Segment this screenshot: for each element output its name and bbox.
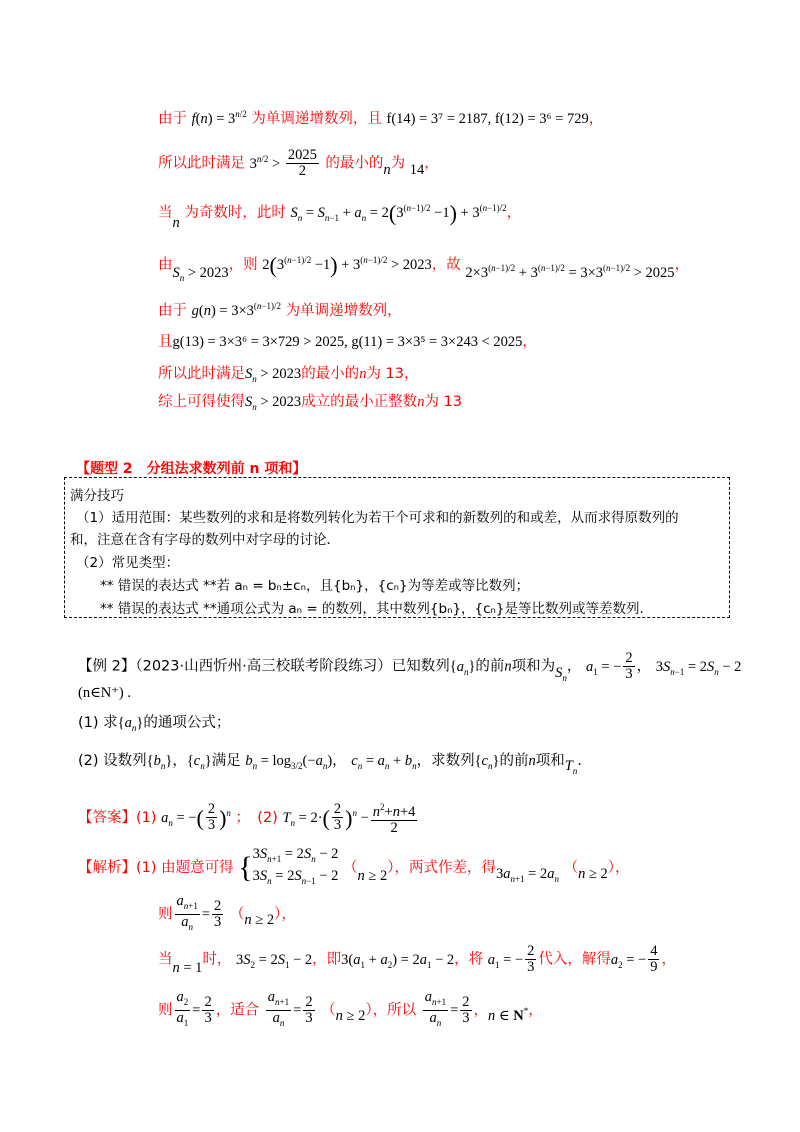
analysis-line-2: 则 $\frac{a_{n+1}}{a_n}$ = $\frac{2}{3}$ （n ≥ 2）， [158, 893, 296, 932]
tips-item-1a: （1）适用范围：某些数列的求和是将数列转化为若干个可求和的新数列的和或差，从而求得原数列的 [76, 510, 679, 526]
section-heading: 【题型 2 分组法求数列前 n 项和】 [76, 461, 307, 477]
example-cond: (n∈N⁺) . [78, 685, 132, 701]
tips-item-3: ** 错误的表达式 **若 aₙ = bₙ±cₙ，且{bₙ}，{cₙ}为等差或等比数列； [100, 578, 530, 594]
solution-line-8: 综上可得使得$S_n > 2023$成立的最小正整数n为 13 [158, 394, 462, 412]
solution-line-3: 当n 为奇数时，此时 $S_n = S_{n-1} + a_n = 2(3^{(n-1)/2} -1) + 3^{(n-1)/2}$， [158, 200, 522, 231]
question-1: (1) 求$\{a_n\}$的通项公式； [78, 715, 231, 733]
solution-line-6: 且g(13) = 3×3⁶ = 3×729 > 2025, g(11) = 3×3⁵ = 3×243 < 2025， [158, 334, 537, 350]
solution-line-7: 所以此时满足$S_n > 2023$的最小的n为 13， [158, 366, 419, 384]
tips-item-1b: 和，注意在含有字母的数列中对字母的讨论． [70, 532, 340, 548]
solution-line-4: 由$S_n > 2023$，则 $2(3^{(n-1)/2} -1) + 3^{(n-1)/2} > 2023$，故 $2\times 3^{(n-1)/2} + 3^{(n-1)/2} = 3\times 3^{(n-1)/2} > 2025$， [158, 252, 690, 283]
math-f-values: f(14) = 3⁷ = 2187, f(12) = 3⁶ = 729 [386, 110, 589, 127]
solution-line-1: 由于 $f(n) = 3^{n/2}$ 为单调递增数列，且 f(14) = 3⁷ = 2187, f(12) = 3⁶ = 729， [158, 109, 604, 127]
fraction-2025-2: $\frac{2025}{2}$ [287, 147, 317, 179]
analysis-line-1: 【解析】(1) 由题意可得 {$3S_{n+1} = 2S_n - 2$ $3S_n = 2S_{n-1} - 2$ （n ≥ 2），两式作差，得$3a_{n+1} = 2a_n$ （n ≥ 2）， [78, 846, 630, 886]
analysis-line-3: 当n = 1时， $3S_2 = 2S_1 - 2$，即$3(a_1 + a_2) = 2a_1 - 2$，将 $a_1$ = − $\frac{2}{3}$ 代入，解得$a_2$ = − $\frac{4}{9}$ ， [158, 943, 676, 976]
example-stem: 【例 2】（2023·山西忻州·高三校联考阶段练习）已知数列$\{a_n\}$的前n项和为$S_n$， $a_1$ = − $\frac{2}{3}$ ， $3S_{n-1} = 2S_n - 2$ [78, 650, 742, 683]
tips-title: 满分技巧 [70, 488, 124, 504]
math-f-n: f [191, 110, 196, 127]
answer-line: 【答案】(1) $a_n$ = −( $\frac{2}{3}$ )$^n$ ； (2) $T_n = 2\cdot$( $\frac{2}{3}$ )$^n$ − $\frac{n^2+n+4}{2}$ [78, 801, 416, 836]
solution-line-5: 由于 $g(n) = 3\times 3^{(n-1)/2}$ 为单调递增数列， [158, 301, 402, 319]
solution-line-2: 所以此时满足 $3^{n/2}$ > $\frac{2025}{2}$ 的最小的n为 14， [158, 147, 439, 179]
math-s-n-odd: $S_n = S_{n-1} + a_n = 2(3^{(n-1)/2} -1) + 3^{(n-1)/2}$ [290, 200, 507, 226]
question-2: (2) 设数列$\{b_n\}$，$\{c_n\}$满足 $b_n = \log_{3/2}(-a_n)$， $c_n = a_n + b_n$，求数列$\{c_n\}$的前n项和$T_n$. [78, 753, 582, 776]
tips-item-2: （2）常见类型： [76, 555, 180, 571]
analysis-line-4: 则 $\frac{a_2}{a_1}$ = $\frac{2}{3}$ ，适合 $\frac{a_{n+1}}{a_n}$ = $\frac{2}{3}$ （n ≥ 2），所以 $\frac{a_{n+1}}{a_n}$ = $\frac{2}{3}$ ，n ∈ N*， [158, 989, 543, 1028]
tips-item-4: ** 错误的表达式 **通项公式为 aₙ = 的数列，其中数列{bₙ}，{cₙ}是等比数列或等差数列. [100, 601, 644, 617]
